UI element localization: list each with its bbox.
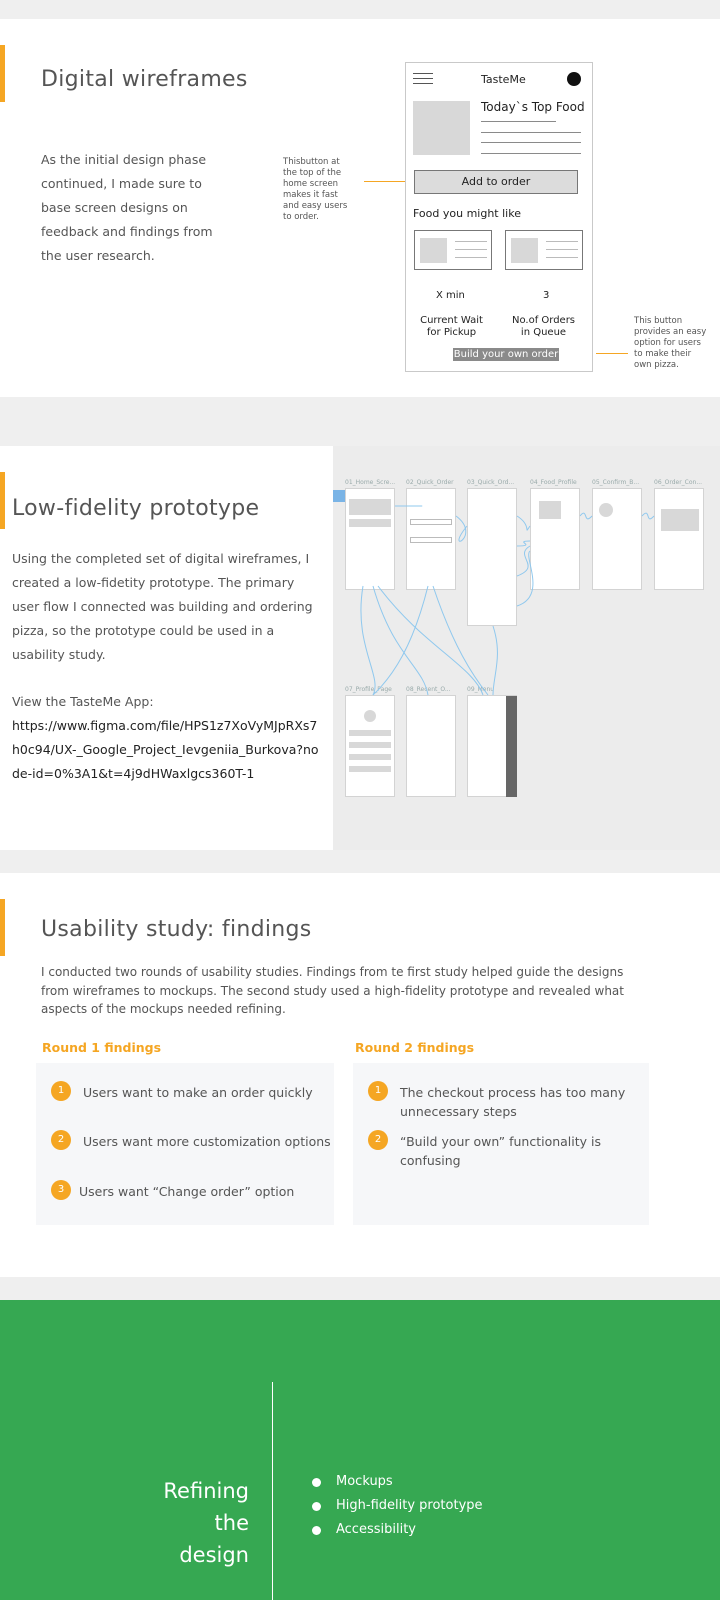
round1-item1-number: 1 (51, 1081, 71, 1101)
note-left-connector (364, 181, 406, 182)
food-card-image (511, 238, 538, 263)
refining-item-accessibility: Accessibility (336, 1522, 416, 1537)
wireframes-body: As the initial design phase continued, I made sure to base screen designs on feedback and findings from the user research. (41, 152, 213, 263)
bullet-dot (312, 1478, 321, 1487)
round2-panel (353, 1063, 649, 1225)
hamburger-menu-icon[interactable] (413, 73, 433, 85)
phone-app-name: TasteMe (481, 73, 526, 86)
food-you-might-like-heading: Food you might like (413, 207, 521, 220)
refining-title-line1: Refining (163, 1479, 249, 1503)
prototype-accent-bar (0, 472, 5, 529)
food-card-image (420, 238, 447, 263)
round1-item3-text: Users want “Change order” option (79, 1184, 295, 1199)
wf-text-line (481, 153, 581, 154)
note-right-connector (596, 353, 628, 354)
wf-text-line (546, 241, 578, 242)
refining-section (0, 1300, 720, 1600)
frame-label: 06_Order_Con... (654, 479, 703, 486)
prototype-figma-link[interactable]: https://www.figma.com/file/HPS1z7XoVyMJpRXs7h0c94/UX-_Google_Project_Ievgeniia_Burkova?node-id=0%3A1&t=4j9dHWaxlgcs360T-1 (12, 718, 319, 781)
bullet-dot (312, 1502, 321, 1511)
frame-label: 05_Confirm_B... (592, 479, 640, 486)
frame-label: 08_Recent_O... (406, 686, 451, 693)
food-card-2[interactable] (505, 230, 583, 270)
round1-item2-number: 2 (51, 1130, 71, 1150)
frame-label: 09_Menu (467, 686, 495, 693)
frame-label: 07_Profile_Page (345, 686, 392, 693)
prototype-link-intro: View the TasteMe App: (12, 694, 154, 709)
usability-body: I conducted two rounds of usability studies. Findings from te first study helped guide the designs from wireframes to mockups. The second study used a high-fidelity prototype and revealed what aspects of the mockups needed refining. (41, 965, 624, 1016)
phone-wireframe (405, 62, 593, 372)
prototype-connectors (333, 446, 720, 850)
orders-count-label: No.of Orders in Queue (511, 315, 576, 338)
refining-divider (272, 1382, 273, 1600)
wireframes-title: Digital wireframes (41, 67, 248, 92)
build-your-own-button[interactable]: Build your own order (453, 349, 559, 360)
wf-text-line (546, 257, 578, 258)
refining-item-hifi: High-fidelity prototype (336, 1498, 483, 1513)
round2-item2-number: 2 (368, 1130, 388, 1150)
frame-label: 03_Quick_Ord... (467, 479, 515, 486)
wireframes-note-right: This button provides an easy option for users to make their own pizza. (634, 316, 707, 370)
usability-title: Usability study: findings (41, 917, 312, 942)
round1-item1-text: Users want to make an order quickly (83, 1085, 313, 1100)
wf-text-line (481, 132, 581, 133)
wf-text-line (455, 257, 487, 258)
frame-label: 01_Home_Scre... (345, 479, 396, 486)
top-food-heading: Today`s Top Food (481, 100, 585, 114)
orders-count-value: 3 (543, 290, 550, 301)
frame-label: 02_Quick_Order (406, 479, 454, 486)
round2-item2-text: “Build your own” functionality is confusing (400, 1134, 602, 1168)
refining-item-mockups: Mockups (336, 1474, 393, 1489)
refining-title-line2: the design (179, 1511, 249, 1567)
wf-text-line (546, 249, 578, 250)
prototype-title: Low-fidelity prototype (12, 496, 260, 521)
prototype-body: Using the completed set of digital wireframes, I created a low-fidetity prototype. The primary user flow I connected was building and ordering pizza, so the prototype could be used in a usability study. (12, 551, 313, 662)
prototype-canvas (333, 446, 720, 850)
wait-time-value: X min (436, 290, 465, 301)
profile-avatar-icon[interactable] (567, 72, 581, 86)
add-to-order-button[interactable]: Add to order (414, 170, 578, 194)
top-food-image-placeholder (413, 101, 470, 155)
round2-item1-number: 1 (368, 1081, 388, 1101)
round2-title: Round 2 findings (355, 1040, 475, 1055)
wait-time-label: Current Wait for Pickup (420, 315, 483, 338)
wireframes-note-left: Thisbutton at the top of the home screen makes it fast and easy users to order. (283, 157, 348, 222)
wireframes-accent-bar (0, 45, 5, 102)
wf-text-line (455, 241, 487, 242)
wf-text-line (481, 142, 581, 143)
bullet-dot (312, 1526, 321, 1535)
wf-text-line (455, 249, 487, 250)
round2-item1-text: The checkout process has too many unnecessary steps (400, 1085, 626, 1119)
refining-title (139, 1475, 249, 1571)
round1-item2-text: Users want more customization options (83, 1134, 331, 1149)
round1-item3-number: 3 (51, 1180, 71, 1200)
food-card-1[interactable] (414, 230, 492, 270)
wf-text-line (481, 121, 556, 122)
round1-title: Round 1 findings (42, 1040, 162, 1055)
frame-label: 04_Food_Profile (530, 479, 577, 486)
usability-accent-bar (0, 899, 5, 956)
round1-panel (36, 1063, 334, 1225)
